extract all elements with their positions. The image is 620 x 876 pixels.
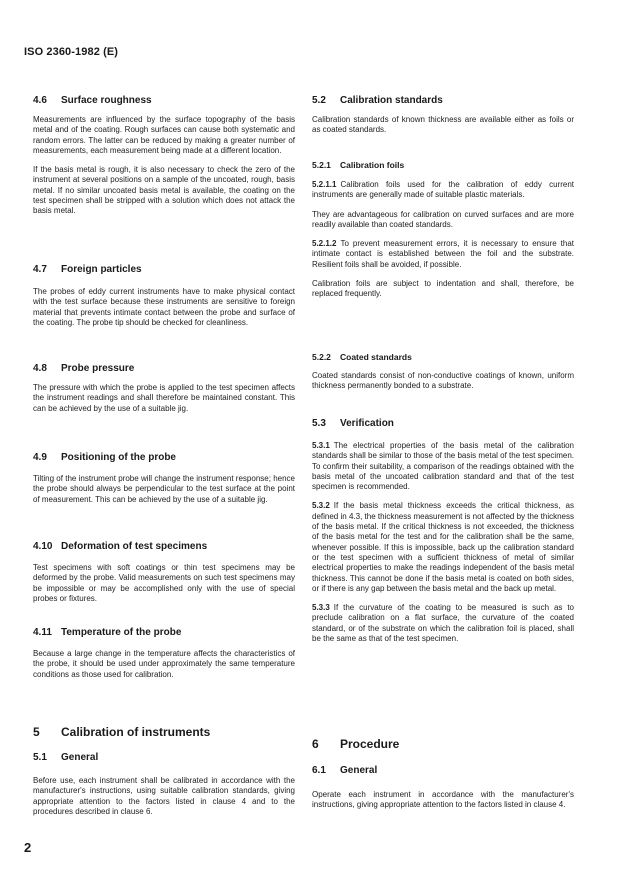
section-title: Foreign particles xyxy=(61,264,142,275)
section-number: 4.8 xyxy=(33,363,47,374)
section-number: 4.11 xyxy=(33,627,52,638)
section-5-1 xyxy=(33,752,295,817)
section-5 xyxy=(33,725,295,739)
paragraph: Coated standards consist of non-conductive coatings of known, uniform thickness permanently bonded to a substrate. xyxy=(312,371,574,391)
section-title: Coated standards xyxy=(340,352,412,362)
section-title: Surface roughness xyxy=(61,95,152,106)
paragraph: Operate each instrument in accordance with the manufacturer's instructions, giving appropriate attention to the factors listed in clause 4. xyxy=(312,790,574,810)
paragraph: Calibration foils are subject to indentation and shall, therefore, be replaced frequently. xyxy=(312,279,574,299)
section-title: General xyxy=(61,752,99,763)
section-title: Temperature of the probe xyxy=(61,627,182,638)
clause-number: 5.3.3 xyxy=(312,603,330,613)
section-title: Calibration foils xyxy=(340,160,405,170)
paragraph xyxy=(312,501,574,594)
section-title: Positioning of the probe xyxy=(61,452,176,463)
section-4-6 xyxy=(33,95,295,217)
section-number: 5.2.2 xyxy=(312,352,331,362)
paragraph: If the basis metal is rough, it is also necessary to check the zero of the instrument at several positions on a sample of the uncoated, rough, basis metal. If no similar uncoated basis metal is available, the coating on the test specimen shall be stripped with a solution which does not attack the basis metal. xyxy=(33,165,295,216)
paragraph: Calibration standards of known thickness are available either as foils or as coated standards. xyxy=(312,115,574,135)
section-5-3 xyxy=(312,418,574,644)
section-4-10 xyxy=(33,541,295,604)
paragraph: The probes of eddy current instruments have to make physical contact with the test surface because these instruments are sensitive to foreign material that prevents intimate contact between the probe and surface of the coating. The probe tip should be checked for cleanliness. xyxy=(33,287,295,327)
section-number: 5.3 xyxy=(312,418,326,429)
section-title: Probe pressure xyxy=(61,363,135,374)
section-number: 4.10 xyxy=(33,541,53,552)
paragraph xyxy=(312,441,574,492)
paragraph-text: If the curvature of the coating to be measured is such as to preclude calibration on a flat surface, the curvature of the coated standard, or of the substrate on which the calibration foil is placed, shall be the same as that of the test specimen. xyxy=(312,603,574,644)
page-number: 2 xyxy=(24,840,32,855)
section-6 xyxy=(312,737,574,751)
section-title: Calibration standards xyxy=(340,95,443,106)
clause-number: 5.3.2 xyxy=(312,501,330,511)
section-title: Verification xyxy=(340,418,394,429)
section-title: Procedure xyxy=(340,737,400,751)
section-number: 4.7 xyxy=(33,264,47,275)
section-number: 4.6 xyxy=(33,95,47,106)
section-number: 5.2 xyxy=(312,95,326,106)
section-4-11 xyxy=(33,627,295,680)
paragraph-text: To prevent measurement errors, it is necessary to ensure that intimate contact is established between the foil and the substrate. Resilient foils shall be avoided, if possible. xyxy=(312,239,574,269)
paragraph: Measurements are influenced by the surface topography of the basis metal and of the coating. Rough surfaces can cause both systematic and random errors. The latter can be reduced by making a greater number of measurements, each measurement being made at a different location. xyxy=(33,115,295,155)
paragraph xyxy=(312,603,574,644)
section-number: 6.1 xyxy=(312,765,326,776)
paragraph: They are advantageous for calibration on curved surfaces and are more readily available than coated standards. xyxy=(312,209,574,229)
paragraph: The pressure with which the probe is applied to the test specimen affects the instrument readings and shall therefore be maintained constant. This can be achieved by the use of a suitable jig. xyxy=(33,383,295,413)
paragraph: Tilting of the instrument probe will change the instrument response; hence the probe should always be perpendicular to the test surface at the point of measurement. This can be achieved by the use of a suitable jig. xyxy=(33,474,295,504)
clause-number: 5.2.1.1 xyxy=(312,180,337,189)
paragraph: Before use, each instrument shall be calibrated in accordance with the manufacturer's instructions, using suitable calibration standards, giving appropriate attention to the factors listed in clause 4 and to the procedures described in clause 6. xyxy=(33,776,295,816)
section-5-2-1 xyxy=(312,160,574,300)
paragraph: Test specimens with soft coatings or thin test specimens may be deformed by the probe. Valid measurements on such test specimens may be impossible or may be accomplished only with the use of special probes or fixtures. xyxy=(33,563,295,603)
section-number: 5.1 xyxy=(33,752,47,763)
section-number: 5.2.1 xyxy=(312,160,331,170)
paragraph xyxy=(312,180,574,201)
section-4-9 xyxy=(33,452,295,505)
section-number: 5 xyxy=(33,725,40,739)
section-4-8 xyxy=(33,363,295,414)
section-5-2-2 xyxy=(312,352,574,392)
clause-number: 5.3.1 xyxy=(312,441,330,450)
paragraph-text: The electrical properties of the basis metal of the calibration standards shall be similar to those of the basis metal of the test specimen. To confirm their suitability, a comparison of the readings obtained with the basis metal of the uncoated calibration standard and that of the test specimen is recommended. xyxy=(312,441,574,492)
section-4-7 xyxy=(33,264,295,328)
clause-number: 5.2.1.2 xyxy=(312,239,337,249)
section-6-1 xyxy=(312,765,574,811)
paragraph-text: If the basis metal thickness exceeds the critical thickness, as defined in 4.3, the thickness measurement is not affected by the thickness of the basis metal. If the critical thickness is not exceeded, the thickness of the basis metal for the test and for the calibration shall be the same, whenever possible. If this is impossible, back up the calibration standard or the test specimen with a sufficient thickness of metal of similar electrical properties to make the readings independent of the basis metal thickness. This cannot be done if the basis metal is coated on both sides, or if there is any gap between the basis metal and the back up metal. xyxy=(312,501,574,593)
paragraph: Because a large change in the temperature affects the characteristics of the probe, it should be used under approximately the same temperature conditions as those used for calibration. xyxy=(33,649,295,679)
section-number: 4.9 xyxy=(33,452,47,463)
document-id: ISO 2360-1982 (E) xyxy=(24,46,119,58)
section-title: Deformation of test specimens xyxy=(61,541,208,552)
section-title: Calibration of instruments xyxy=(61,725,211,739)
section-title: General xyxy=(340,765,378,776)
paragraph xyxy=(312,239,574,270)
section-number: 6 xyxy=(312,737,319,751)
paragraph-text: Calibration foils used for the calibration of eddy current instruments are generally made of suitable plastic materials. xyxy=(312,180,574,200)
section-5-2 xyxy=(312,95,574,136)
